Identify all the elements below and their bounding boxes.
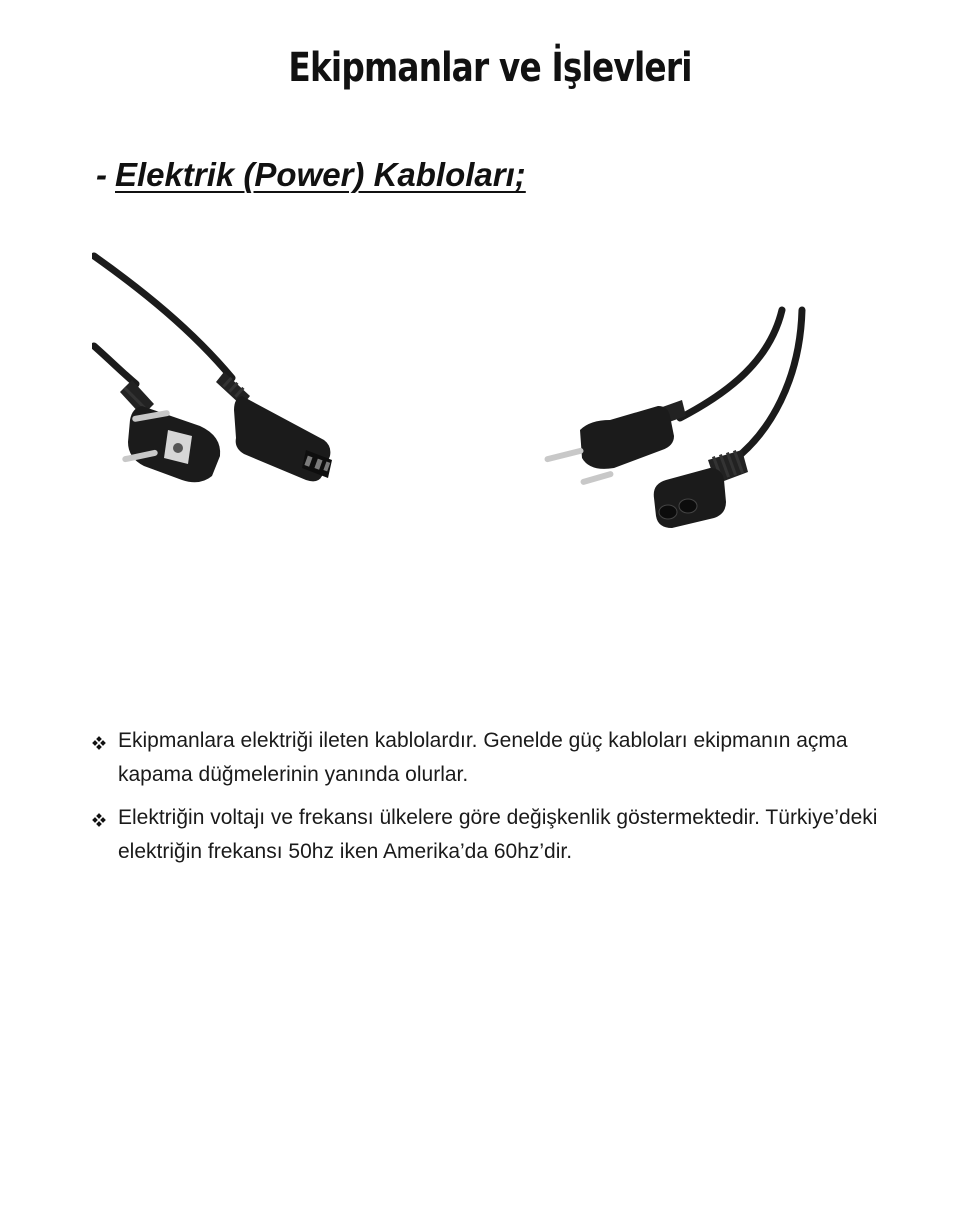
- page-title: Ekipmanlar ve İşlevleri: [288, 44, 692, 91]
- list-item: [92, 724, 892, 792]
- list-item: [92, 801, 892, 869]
- section-heading: [96, 156, 526, 194]
- bullet-text: Ekipmanlara elektriği ileten kablolardır. Genelde güç kabloları ekipmanın açma kapama düğmelerinin yanında olurlar.: [118, 729, 848, 786]
- heading-dash: -: [96, 156, 107, 193]
- heading-text: Elektrik (Power) Kabloları;: [115, 156, 526, 193]
- diamond-bullet-icon: [92, 736, 106, 750]
- schuko-power-cable-icon: [92, 250, 352, 490]
- bullet-text: Elektriğin voltajı ve frekansı ülkelere göre değişkenlik göstermektedir. Türkiye’deki elektriğin frekansı 50hz iken Amerika’da 60hz’dir.: [118, 806, 878, 863]
- diamond-bullet-icon: [92, 813, 106, 827]
- euro-plug-figure8-cable-icon: [530, 300, 840, 550]
- bullet-list: [92, 724, 892, 878]
